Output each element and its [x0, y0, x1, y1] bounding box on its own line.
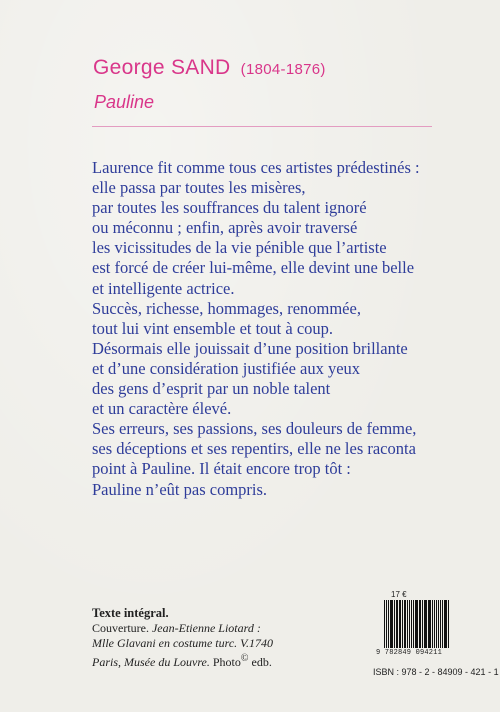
blurb-line: par toutes les souffrances du talent ignoré: [92, 198, 367, 218]
barcode-bar: [436, 600, 437, 648]
barcode-bar: [438, 600, 439, 648]
barcode-bar: [428, 600, 429, 648]
barcode-bar: [409, 600, 410, 648]
barcode-bar: [399, 600, 400, 648]
blurb-line: et un caractère élevé.: [92, 399, 232, 419]
author-dates: (1804-1876): [240, 61, 326, 78]
blurb-line: des gens d’esprit par un noble talent: [92, 379, 331, 399]
book-title: Pauline: [94, 92, 155, 112]
blurb-line: et intelligente actrice.: [92, 278, 235, 298]
blurb-line: Désormais elle jouissait d’une position brillante: [92, 338, 408, 358]
barcode-bar: [445, 600, 447, 648]
blurb-line: Pauline n’eût pas compris.: [92, 479, 268, 499]
blurb-line: elle passa par toutes les misères,: [92, 178, 306, 198]
cover-museum-line: [92, 651, 273, 670]
blurb-line: les vicissitudes de la vie pénible que l’artiste: [92, 238, 387, 258]
author-name: George SAND: [93, 56, 231, 79]
barcode-image: [384, 600, 450, 648]
barcode-bar: [429, 600, 431, 648]
price-label: 17 €: [391, 590, 407, 599]
barcode-bar: [390, 600, 391, 648]
blurb-text: [92, 158, 442, 500]
header-divider: [92, 126, 432, 127]
barcode-bar: [422, 600, 423, 648]
blurb-line: ses déceptions et ses repentirs, elle ne les raconta: [92, 439, 416, 459]
blurb-line: est forcé de créer lui-même, elle devint une belle: [92, 258, 415, 278]
barcode-bar: [391, 600, 393, 648]
photo-label: Photo: [212, 655, 241, 669]
barcode-bar: [442, 600, 443, 648]
cover-museum: Paris, Musée du Louvre.: [92, 655, 210, 669]
barcode-bar: [419, 600, 420, 648]
barcode-bar: [415, 600, 416, 648]
barcode-bar: [448, 600, 449, 648]
isbn-label: ISBN : 978 - 2 - 84909 - 421 - 1: [373, 667, 499, 677]
barcode-bar: [404, 600, 406, 648]
barcode-bar: [411, 600, 412, 648]
photo-credit: edb.: [251, 655, 272, 669]
barcode-bar: [394, 600, 395, 648]
barcode-bar: [440, 600, 441, 648]
cover-painting-line: [92, 636, 273, 651]
barcode-bar: [434, 600, 435, 648]
barcode-bar: [402, 600, 403, 648]
author-line: [93, 56, 326, 80]
barcode-bar: [388, 600, 389, 648]
credits: [92, 606, 273, 670]
texte-integral: Texte intégral.: [92, 606, 169, 620]
cover-painting: Mlle Glavani en costume turc. V.1740: [92, 636, 273, 650]
cover-label: Couverture.: [92, 621, 149, 635]
barcode-bar: [425, 600, 426, 648]
blurb-line: Ses erreurs, ses passions, ses douleurs de femme,: [92, 419, 417, 439]
blurb-line: Laurence fit comme tous ces artistes prédestinés :: [92, 158, 420, 177]
barcode-digits: 9 782849 094211: [376, 649, 443, 657]
copyright-symbol: ©: [240, 653, 249, 664]
barcode-bar: [413, 600, 414, 648]
cover-credit-line: [92, 621, 273, 636]
barcode-bar: [386, 600, 387, 648]
cover-artist: Jean-Etienne Liotard :: [151, 621, 261, 635]
barcode-bar: [396, 600, 397, 648]
blurb-line: et d’une considération justifiée aux yeux: [92, 358, 361, 378]
blurb-line: tout lui vint ensemble et tout à coup.: [92, 318, 334, 338]
barcode-bar: [444, 600, 445, 648]
barcode-bar: [384, 600, 385, 648]
barcode-bar: [407, 600, 408, 648]
barcode-bar: [424, 600, 425, 648]
blurb-line: ou méconnu ; enfin, après avoir traversé: [92, 218, 358, 238]
blurb-line: point à Pauline. Il était encore trop tôt :: [92, 459, 351, 479]
barcode-bar: [432, 600, 433, 648]
barcode-bar: [400, 600, 401, 648]
blurb-line: Succès, richesse, hommages, renommée,: [92, 298, 361, 318]
barcode-bar: [416, 600, 418, 648]
